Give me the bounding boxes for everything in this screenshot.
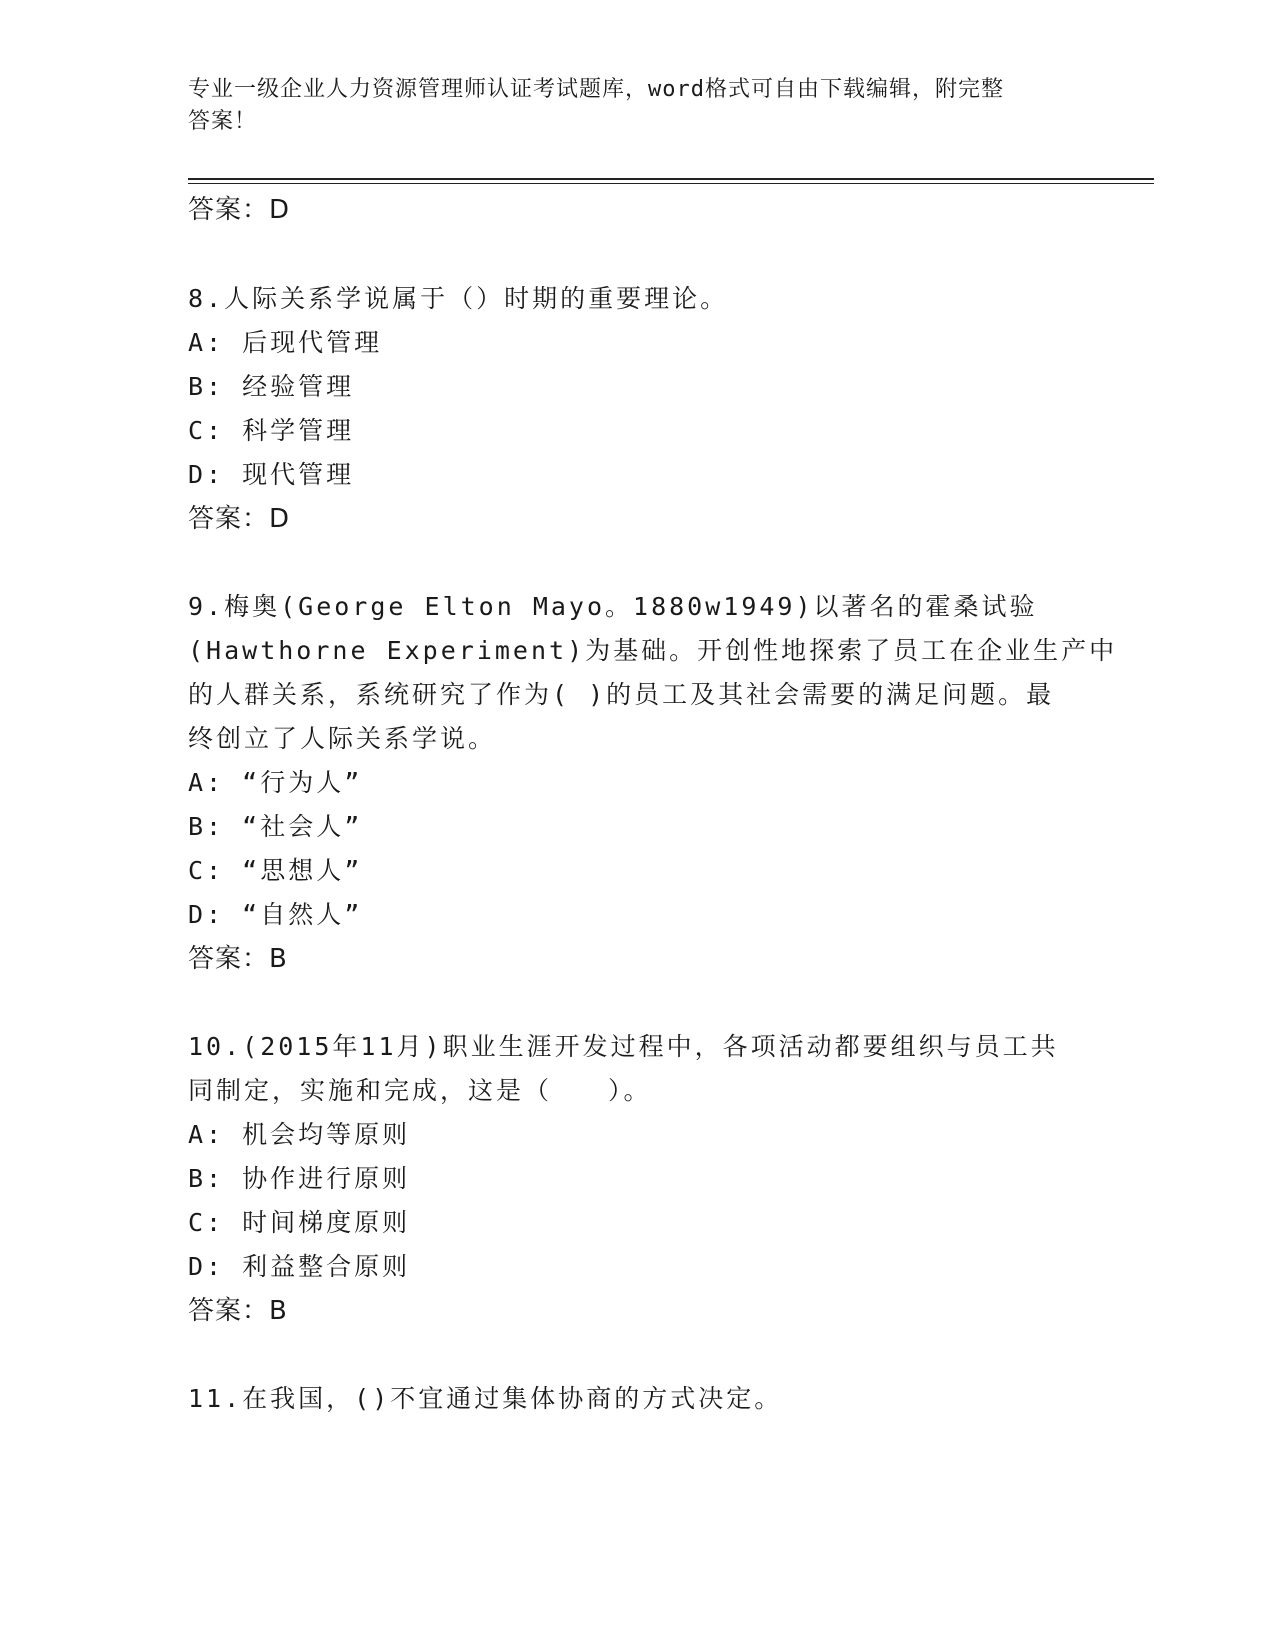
answer-q8: 答案：D <box>188 504 291 534</box>
question-10-line-1: 10.(2015年11月)职业生涯开发过程中，各项活动都要组织与员工共 <box>188 1032 1059 1061</box>
question-10-line-2: 同制定，实施和完成，这是（ ）。 <box>188 1076 652 1105</box>
q10-option-d: D: 利益整合原则 <box>188 1252 411 1281</box>
answer-q7: 答案：D <box>188 195 291 225</box>
question-9-line-4: 终创立了人际关系学说。 <box>188 724 497 753</box>
question-9-line-2: (Hawthorne Experiment)为基础。开创性地探索了员工在企业生产中 <box>188 636 1118 665</box>
q9-option-c: C: “思想人” <box>188 856 363 885</box>
question-9-line-1: 9.梅奥(George Elton Mayo。1880w1949)以著名的霍桑试验 <box>188 592 1038 621</box>
question-8-text: 8.人际关系学说属于（）时期的重要理论。 <box>188 284 729 313</box>
answer-q10: 答案：B <box>188 1296 288 1326</box>
q10-option-a: A: 机会均等原则 <box>188 1120 411 1149</box>
q10-option-c: C: 时间梯度原则 <box>188 1208 411 1237</box>
q10-option-b: B: 协作进行原则 <box>188 1164 411 1193</box>
q9-option-b: B: “社会人” <box>188 812 363 841</box>
question-11-text: 11.在我国，()不宜通过集体协商的方式决定。 <box>188 1384 783 1413</box>
header-line-1: 专业一级企业人力资源管理师认证考试题库，word格式可自由下载编辑，附完整 <box>188 77 1004 102</box>
header-rule-thin <box>188 183 1154 184</box>
document-header <box>188 74 1068 138</box>
header-rule-thick <box>188 178 1154 180</box>
q8-option-a: A: 后现代管理 <box>188 328 383 357</box>
question-9-line-3: 的人群关系，系统研究了作为( )的员工及其社会需要的满足问题。最 <box>188 680 1055 709</box>
q8-option-b: B: 经验管理 <box>188 372 355 401</box>
q9-option-d: D: “自然人” <box>188 900 363 929</box>
header-line-2: 答案！ <box>188 109 258 134</box>
q8-option-d: D: 现代管理 <box>188 460 355 489</box>
answer-q9: 答案：B <box>188 944 288 974</box>
q8-option-c: C: 科学管理 <box>188 416 355 445</box>
q9-option-a: A: “行为人” <box>188 768 363 797</box>
